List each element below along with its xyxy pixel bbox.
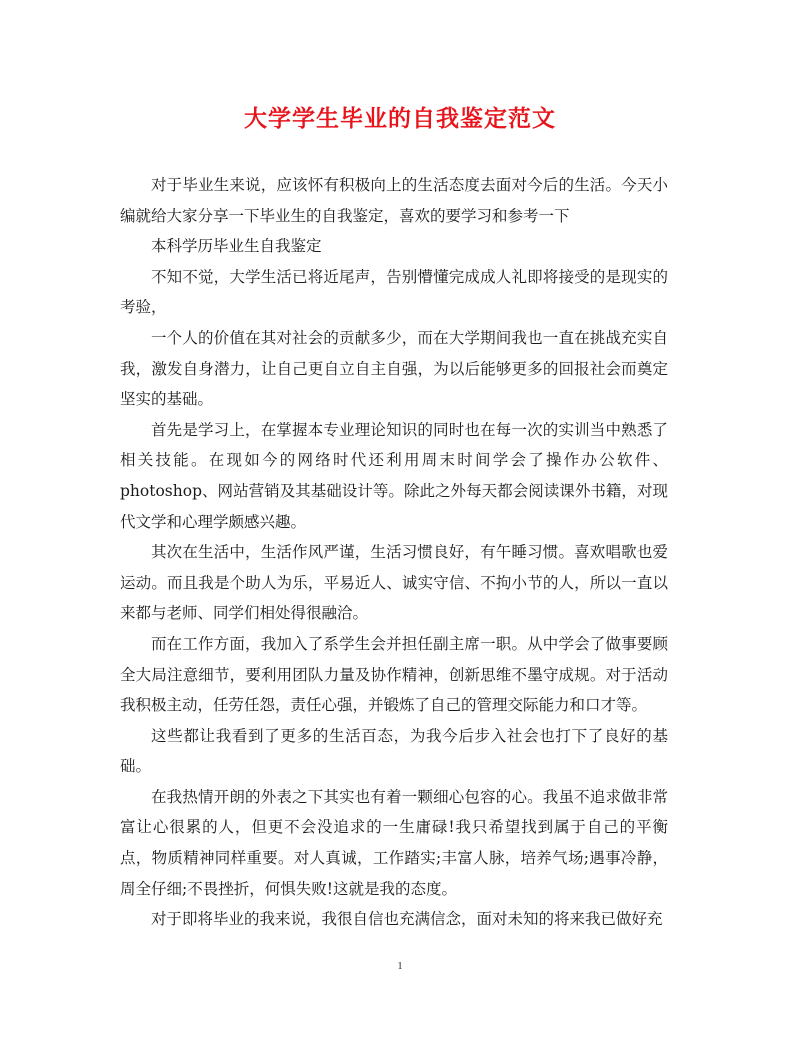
paragraph: 一个人的价值在其对社会的贡献多少，而在大学期间我也一直在挑战充实自我，激发自身潜力，让自己更自立自主自强，为以后能够更多的回报社会而奠定坚实的基础。 bbox=[120, 328, 668, 409]
paragraph-intro: 对于毕业生来说，应该怀有积极向上的生活态度去面对今后的生活。今天小编就给大家分享一下毕业生的自我鉴定，喜欢的要学习和参考一下 bbox=[120, 176, 668, 225]
paragraph: 而在工作方面，我加入了系学生会并担任副主席一职。从中学会了做事要顾全大局注意细节，要利用团队力量及协作精神，创新思维不墨守成规。对于活动我积极主动，任劳任怨，责任心强，并锻炼了自己的管理交际能力和口才等。 bbox=[120, 634, 668, 715]
paragraph: 对于即将毕业的我来说，我很自信也充满信念，面对未知的将来我已做好充 bbox=[151, 910, 663, 929]
paragraph: 其次在生活中，生活作风严谨，生活习惯良好，有午睡习惯。喜欢唱歌也爱运动。而且我是个助人为乐，平易近人、诚实守信、不拘小节的人，所以一直以来都与老师、同学们相处得很融洽。 bbox=[120, 543, 668, 623]
paragraph-subheading: 本科学历毕业生自我鉴定 bbox=[151, 237, 322, 256]
page-number: 1 bbox=[397, 960, 403, 972]
paragraph: 在我热情开朗的外表之下其实也有着一颗细心包容的心。我虽不追求做非常富让心很累的人，但更不会没追求的一生庸碌!我只希望找到属于自己的平衡点，物质精神同样重要。对人真诚，工作踏实;丰富人脉，培养气场;遇事冷静，周全仔细;不畏挫折，何惧失败!这就是我的态度。 bbox=[120, 787, 668, 898]
page-title: 大学学生毕业的自我鉴定范文 bbox=[244, 105, 556, 132]
document-body bbox=[120, 170, 668, 935]
paragraph: 这些都让我看到了更多的生活百态，为我今后步入社会也打下了良好的基础。 bbox=[120, 726, 668, 776]
paragraph: 首先是学习上，在掌握本专业理论知识的同时也在每一次的实训当中熟悉了相关技能。在现如今的网络时代还利用周末时间学会了操作办公软件、photoshop、网站营销及其基础设计等。除此之外每天都会阅读课外书籍，对现代文学和心理学颇感兴趣。 bbox=[120, 420, 668, 531]
paragraph: 不知不觉，大学生活已将近尾声，告别懵懂完成成人礼即将接受的是现实的考验， bbox=[120, 267, 668, 317]
